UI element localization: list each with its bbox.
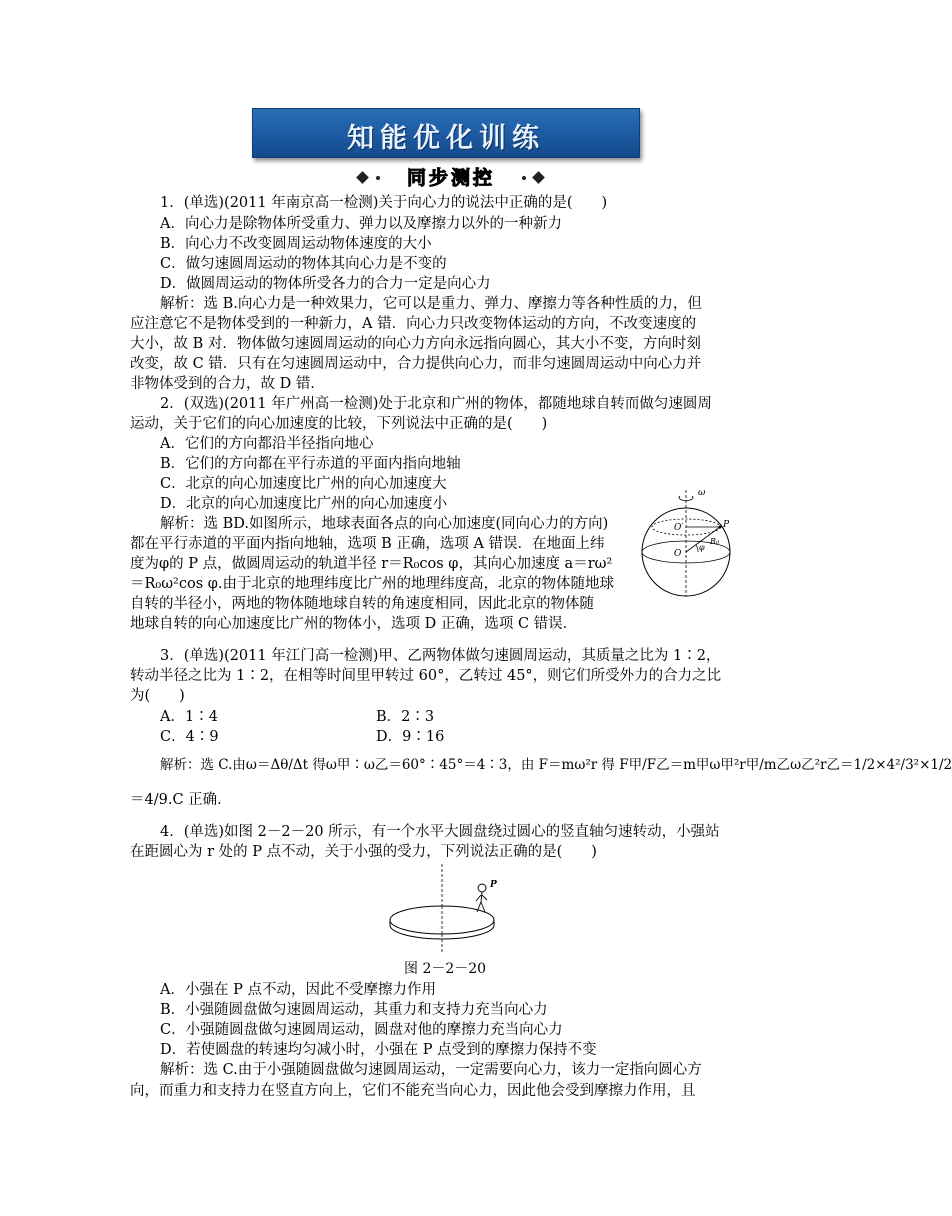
label-p: P [490,880,497,890]
answer-1-line: 应注意它不是物体受到的一种新力，A 错．向心力只改变物体运动的方向，不改变速度的 [130,316,697,332]
diamond-icon [356,171,369,184]
answer-4-line: 解析：选 C.由于小强随圆盘做匀速圆周运动，一定需要向心力，该力一定指向圆心方 [160,1062,702,1078]
option-4a: A．小强在 P 点不动，因此不受摩擦力作用 [160,982,436,998]
option-2c: C．北京的向心加速度比广州的向心加速度大 [160,476,447,492]
answer-1-line: 非物体受到的合力，故 D 错． [130,376,325,392]
figure-caption: 图 2－2－20 [404,961,487,977]
label-r0: R₀ [710,537,720,546]
earth-rotation-figure [636,486,736,598]
turntable-figure [384,862,512,954]
person-arm [482,895,487,900]
question-3-cont: 为( ) [130,688,185,704]
answer-1-line: 解析：选 B.向心力是一种效果力，它可以是重力、弹力、摩擦力等各种性质的力，但 [160,296,702,312]
option-2a: A．它们的方向都沿半径指向地心 [160,436,374,452]
person-body [481,892,482,902]
person-arm [476,895,481,901]
question-1: 1．(单选)(2011 年南京高一检测)关于向心力的说法中正确的是( ) [160,195,608,211]
option-3c: C．4∶9 [160,729,219,745]
option-3d: D．9∶16 [376,729,445,745]
diamond-icon [532,171,545,184]
subheading [356,166,546,190]
dot-icon [376,176,380,180]
answer-1-line: 大小，故 B 对．物体做匀速圆周运动的向心力方向永远指向圆心，其大小不变，方向时刻 [130,336,701,352]
answer-2-line: 自转的半径小，两地的物体随地球自转的角速度相同，因此北京的物体随 [130,596,594,612]
question-4-cont: 在距圆心为 r 处的 P 点不动，关于小强的受力，下列说法正确的是( ) [130,844,597,860]
question-2-cont: 运动，关于它们的向心加速度的比较，下列说法中正确的是( ) [130,416,548,432]
subheading-text: 同步测控 [406,167,495,189]
answer-1-line: 改变，故 C 错．只有在匀速圆周运动中，合力提供向心力，而非匀速圆周运动中向心力并 [130,356,702,372]
person-head [478,884,486,892]
latitude-angle [696,545,698,552]
label-p: P [723,520,730,530]
option-1d: D．做圆周运动的物体所受各力的合力一定是向心力 [160,276,491,292]
label-omega: ω [698,488,706,498]
option-4b: B．小强随圆盘做匀速圆周运动，其重力和支持力充当向心力 [160,1002,548,1018]
option-4c: C．小强随圆盘做匀速圆周运动，圆盘对他的摩擦力充当向心力 [160,1022,563,1038]
question-2: 2．(双选)(2011 年广州高一检测)处于北京和广州的物体，都随地球自转而做匀速圆周 [160,396,712,412]
option-2b: B．它们的方向都在平行赤道的平面内指向地轴 [160,456,461,472]
answer-4-line: 向，而重力和支持力在竖直方向上，它们不能充当向心力，因此他会受到摩擦力作用，且 [130,1083,696,1099]
section-banner [252,108,640,158]
dot-icon [522,176,526,180]
option-1b: B．向心力不改变圆周运动物体速度的大小 [160,236,432,252]
banner-title: 知能优化训练 [347,123,545,154]
option-1a: A．向心力是除物体所受重力、弹力以及摩擦力以外的一种新力 [160,216,562,232]
answer-2-line: 都在平行赤道的平面内指向地轴，选项 B 正确，选项 A 错误．在地面上纬 [130,536,605,552]
question-4: 4．(单选)如图 2－2－20 所示，有一个水平大圆盘绕过圆心的竖直轴匀速转动，小强站 [160,824,720,840]
label-o-prime: O′ [674,523,684,533]
option-2d: D．北京的向心加速度比广州的向心加速度小 [160,496,448,512]
answer-2-line: ＝R₀ω²cos φ.由于北京的地理纬度比广州的地理纬度高，北京的物体随地球 [130,576,615,592]
answer-3-line: ＝4/9.C 正确． [130,792,232,808]
label-o: O [674,549,682,559]
label-phi: φ [699,543,705,552]
option-3b: B．2∶3 [376,709,435,725]
point-p [719,526,722,529]
disc-top [390,906,494,934]
answer-2-line: 度为φ的 P 点，做圆周运动的轨道半径 r＝R₀cos φ，其向心加速度 a＝rω² [130,556,613,572]
answer-2-line: 解析：选 BD.如图所示，地球表面各点的向心加速度(同向心力的方向) [160,516,609,532]
answer-3-line: 解析：选 C.由ω＝Δθ/Δt 得ω甲∶ω乙＝60°∶45°＝4∶3，由 F＝mω²r 得 F甲/F乙＝m甲ω甲²r甲/m乙ω乙²r乙＝1/2×4²/3²×1/2 [160,757,952,773]
option-3a: A．1∶4 [160,709,218,725]
question-3-cont: 转动半径之比为 1∶2，在相等时间里甲转过 60°，乙转过 45°，则它们所受外力的合力之比 [130,668,722,684]
answer-2-line: 地球自转的向心加速度比广州的物体小，选项 D 正确，选项 C 错误． [130,616,578,632]
question-3: 3．(单选)(2011 年江门高一检测)甲、乙两物体做匀速圆周运动，其质量之比为 1∶2， [160,648,721,664]
option-1c: C．做匀速圆周运动的物体其向心力是不变的 [160,256,447,272]
option-4d: D．若使圆盘的转速均匀减小时，小强在 P 点受到的摩擦力保持不变 [160,1042,597,1058]
